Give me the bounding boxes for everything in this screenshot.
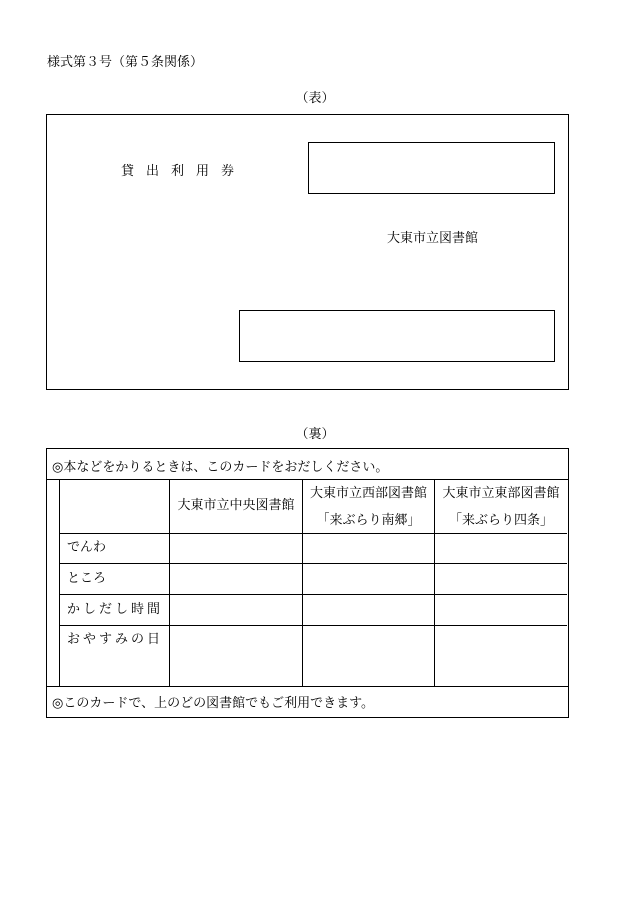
column-header-west-nickname: 「来ぶらり南郷」 [316,513,421,528]
table-left-border [59,479,60,686]
row-header-phone: でんわ [67,540,107,555]
library-name: 大東市立図書館 [387,231,479,246]
column-divider [302,479,303,686]
row-divider [59,533,567,534]
column-header-central: 大東市立中央図書館 [177,498,295,513]
column-header-west: 大東市立西部図書館 [309,486,427,501]
borrow-notice: ◎本などをかりるときは、このカードをおだしください。 [52,460,389,475]
front-side-label: （表） [295,91,335,106]
column-header-east: 大東市立東部図書館 [442,486,560,501]
footer-note: ◎このカードで、上のどの図書館でもご利用できます。 [52,696,375,711]
column-divider [434,479,435,686]
row-header-hours: かしだし時間 [67,602,164,617]
lending-pass-title: 貸出利用券 [121,164,247,179]
row-divider [59,625,567,626]
column-header-east-nickname: 「来ぶらり四条」 [448,513,553,528]
row-header-address: ところ [67,571,107,586]
row-header-closed-days: おやすみの日 [67,632,164,647]
back-side-label: （裏） [295,427,335,442]
form-number: 様式第３号（第５条関係） [47,55,204,70]
holder-name-box [239,310,555,362]
table-top-border [46,479,568,480]
row-divider [59,563,567,564]
row-divider [59,594,567,595]
table-bottom-border [46,686,568,687]
card-number-box [308,142,555,194]
